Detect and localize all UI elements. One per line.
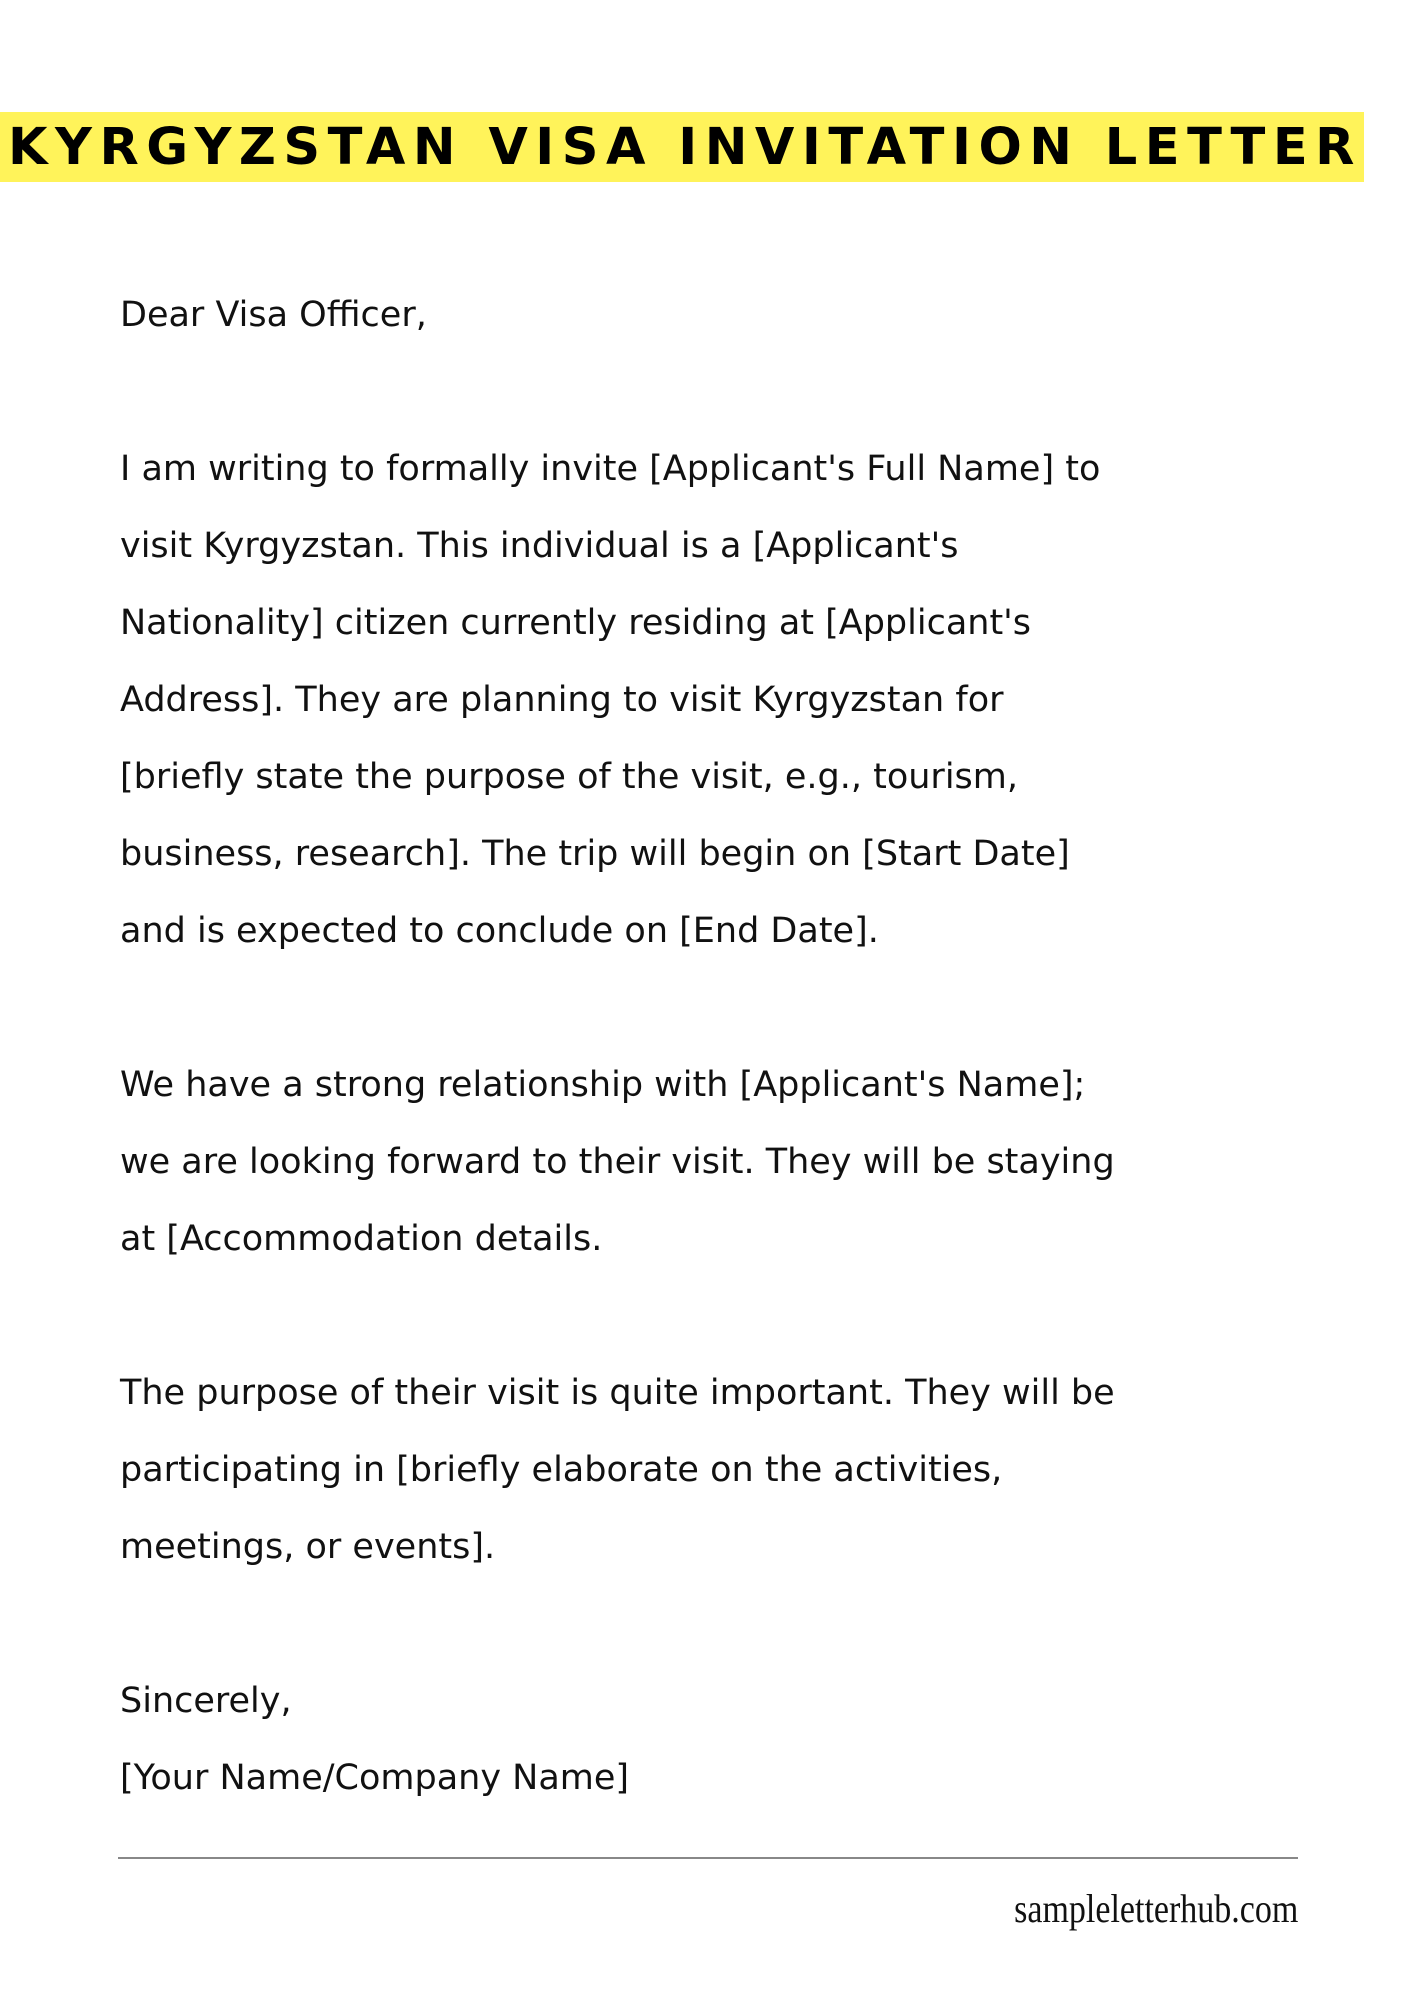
paragraph-line: [briefly state the purpose of the visit, e.g., tourism,	[120, 757, 1019, 797]
paragraph-line: at [Accommodation details.	[120, 1219, 603, 1259]
title-highlight	[0, 112, 1364, 182]
footer-divider	[118, 1857, 1298, 1859]
paragraph-line: I am writing to formally invite [Applicant's Full Name] to	[120, 449, 1101, 489]
paragraph-line: We have a strong relationship with [Applicant's Name];	[120, 1065, 1086, 1105]
paragraph-line: Address]. They are planning to visit Kyrgyzstan for	[120, 680, 1004, 720]
paragraph-line: participating in [briefly elaborate on the activities,	[120, 1450, 1003, 1490]
salutation: Dear Visa Officer,	[120, 295, 427, 335]
paragraph-3	[120, 1355, 1340, 1586]
paragraph-line: we are looking forward to their visit. They will be staying	[120, 1142, 1115, 1182]
paragraph-1	[120, 431, 1340, 970]
letter-body	[120, 277, 1340, 1817]
paragraph-line: visit Kyrgyzstan. This individual is a [Applicant's	[120, 526, 959, 566]
closing: Sincerely,	[120, 1681, 292, 1721]
page-title: KYRGYZSTAN VISA INVITATION LETTER	[8, 118, 1362, 177]
paragraph-line: The purpose of their visit is quite important. They will be	[120, 1373, 1115, 1413]
paragraph-2	[120, 1047, 1340, 1278]
paragraph-line: meetings, or events].	[120, 1527, 496, 1567]
paragraph-line: and is expected to conclude on [End Date].	[120, 911, 879, 951]
paragraph-line: business, research]. The trip will begin on [Start Date]	[120, 834, 1070, 874]
paragraph-line: Nationality] citizen currently residing at [Applicant's	[120, 603, 1032, 643]
signature: [Your Name/Company Name]	[120, 1758, 630, 1798]
footer-site-name: sampleletterhub.com	[1013, 1886, 1298, 1931]
